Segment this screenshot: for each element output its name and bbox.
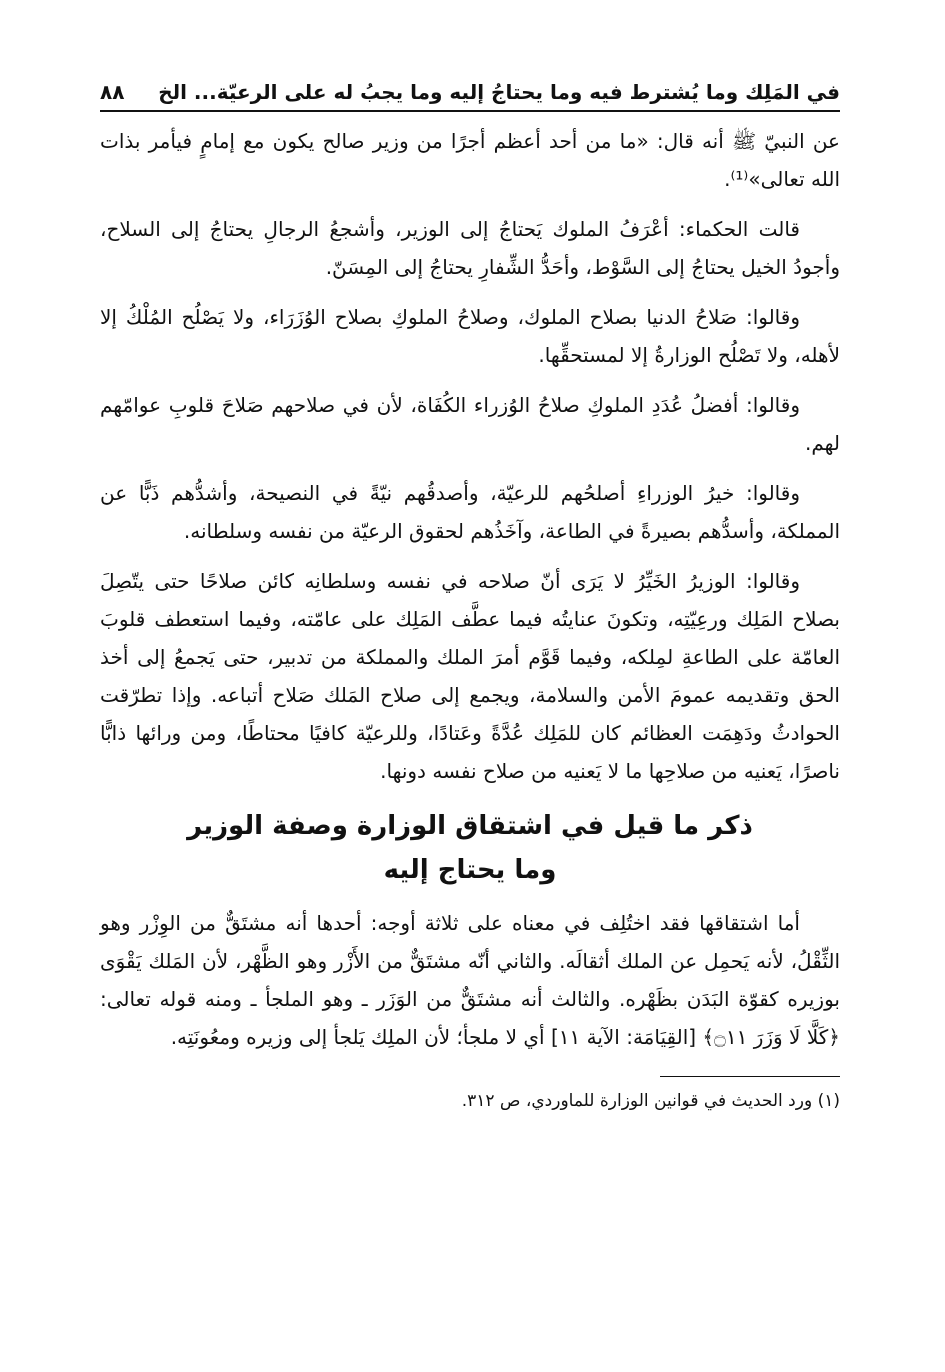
running-title: في المَلِك وما يُشترط فيه وما يحتاجُ إليه وما يجبُ له على الرعيّة... الخ [158,80,840,104]
page-header [100,80,840,112]
section-heading-line: ذكر ما قيل في اشتقاق الوزارة وصفة الوزير [187,811,753,841]
section-heading-line: وما يحتاج إليه [383,855,557,885]
document-page [100,80,840,1115]
page-number: ٨٨ [100,80,125,104]
paragraph: عن النبيّ ﷺ أنه قال: «ما من أحد أعظم أجرًا من وزير صالح يكون مع إمامٍ فيأمر بذات الله تعالى»⁽¹⁾. [100,129,840,191]
paragraph: وقالوا: أفضلُ عُدَدِ الملوكِ صلاحُ الوُزراء الكُفَاة، لأن في صلاحهم صَلاحَ قلوبِ عوامّهم لهم. [100,393,840,455]
footnote-divider [660,1076,840,1077]
paragraph: وقالوا: خيرُ الوزراءِ أصلحُهم للرعيّة، وأصدقُهم نيّةً في النصيحة، وأشدُّهم ذَبًّا عن المملكة، وأسدُّهم بصيرةً في الطاعة، وآخَذُهم لحقوق الرعيّة من نفسه وسلطانه. [100,481,840,543]
section-paragraph: أما اشتقاقها فقد اختُلِف في معناه على ثلاثة أوجه: أحدها أنه مشتَقٌّ من الوِزْر وهو الثِّقْلُ، لأنه يَحمِل عن الملك أثقالَه. والثاني أنّه مشتَقٌّ من الأَزْر وهو الظَّهْر، لأن المَلك يَقْوَى بوزيره كقوّة البَدَن بظَهْره. والثالث أنه مشتَقٌّ من الوَزَر ـ وهو الملجأ ـ ومنه قوله تعالى: ﴿كَلَّا لَا وَزَرَ ۝١١﴾ [القِيَامَة: الآية ١١] أي لا ملجأ؛ لأن الملِك يَلجأ إلى وزيره ومعُونَتِه. [100,911,840,1049]
section-heading [100,804,840,892]
footnote: (١) ورد الحديث في قوانين الوزارة للماوردي، ص ٣١٢. [461,1091,840,1111]
paragraph: قالت الحكماء: أعْرَفُ الملوك يَحتاجُ إلى الوزير، وأشجعُ الرجالِ يحتاجُ إلى السلاح، وأجودُ الخيل يحتاجُ إلى السَّوْط، وأحَدُّ الشِّفارِ يحتاجُ إلى المِسَنّ. [100,217,840,279]
paragraph: وقالوا: صَلاحُ الدنيا بصلاح الملوك، وصلاحُ الملوكِ بصلاح الوُزَرَاء، ولا يَصْلُح المُلْكُ إلا لأهله، ولا تَصْلُح الوزارةُ إلا لمستحقِّها. [100,305,840,367]
paragraph: وقالوا: الوزيرُ الخَيِّرُ لا يَرَى أنّ صلاحه في نفسه وسلطانِه كائن صلاحًا حتى يتّصِلَ بصلاح المَلِك ورعِيّتِه، وتكونَ عنايتُه فيما عطَّف المَلِك على عامّته، وفيما استعطف قلوبَ العامّة على الطاعةِ لمِلكه، وفيما قَوَّم أمرَ الملك والمملكة من تدبير، حتى يَجمعُ إلى أخذ الحق وتقديمه عمومَ الأمن والسلامة، ويجمع إلى صلاح المَلك صَلاح أتباعه. وإذا تطرّقت الحوادثُ ودَهِمَت العظائم كان للمَلِك عُدَّةً وعَتادًا، وللرعيّة كافيًا محتاطًا، ومن ورائها ذابًّا ناصرًا، يَعنيه من صلاحِها ما لا يَعنيه من صلاح نفسه دونها. [100,569,840,783]
